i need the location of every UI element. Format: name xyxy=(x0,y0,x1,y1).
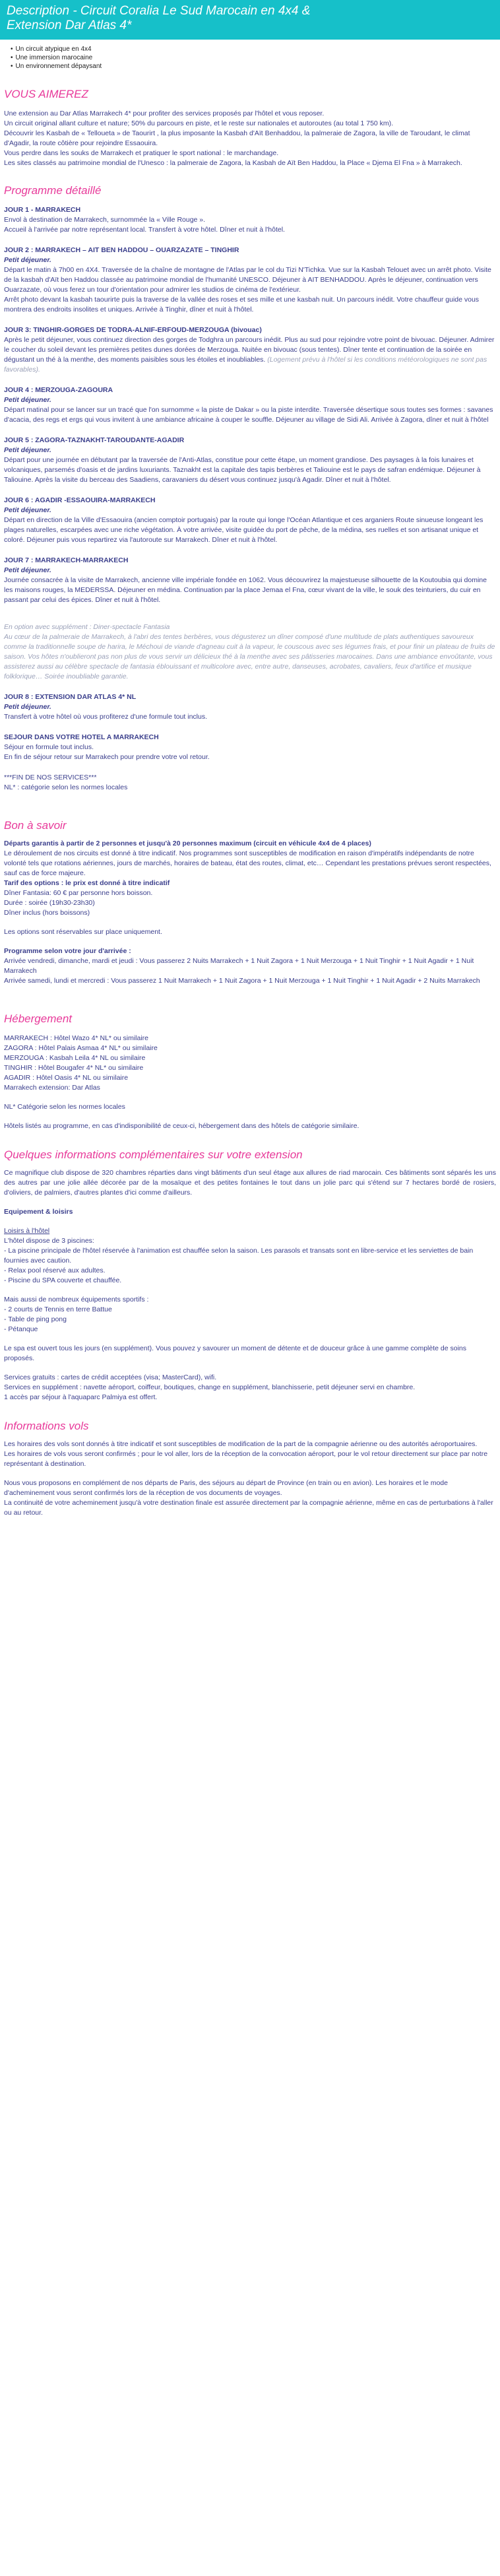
section-heading-programme: Programme détaillé xyxy=(4,184,102,197)
list-item: • Un environnement dépaysant xyxy=(11,62,496,71)
option-text: Au cœur de la palmeraie de Marrakech, à l'abri des tentes berbères, vous dégusterez un dîner composé d'une multitude de plats authentiques savoureux comme la traditionnelle soupe de harira, le Méchoui de viande d'agneau cuit à la vapeur, le couscous avec ses légumes frais, et pour finir un plateau de fruits de saison. Vos hôtes n'oublieront pas non plus de vous servir un délicieux thé à la menthe avec ses pâtisseries marocaines. Dans une ambiance envoûtante, vous assisterez aussi au célèbre spectacle de fantasia éblouissant et multicolore avec, entre autre, danseuses, acrobates, cavaliers, feux d'artifice et musique folklorique… Soirée inoubliable garantie. xyxy=(4,633,495,680)
paragraph: Ce magnifique club dispose de 320 chambres réparties dans vingt bâtiments d'un seul étage aux allures de riad marocain. Ces bâtiments sont séparés les uns des autres par une jolie allée décorée par de la mosaïque et des petites fontaines le tout dans un jolie parc qui s'étend sur 7 hectares bordé de rosiers, d'oliviers, de palmiers, d'autres plantes d'ici comme d'ailleurs. xyxy=(4,1169,496,1197)
loisirs-heading: Loisirs à l'hôtel xyxy=(4,1227,50,1235)
paragraph: En fin de séjour retour sur Marrakech pour prendre votre vol retour. xyxy=(4,753,210,761)
day-title: JOUR 2 : MARRAKECH – AIT BEN HADDOU – OUARZAZATE – TINGHIR xyxy=(4,246,239,254)
paragraph: Les horaires de vols vous seront confirmés ; pour le vol aller, lors de la réception de la convocation aéroport, pour le vol retour directement sur place par notre représentant à destination. xyxy=(4,1450,488,1468)
tarif-label: Tarif des options : le prix est donné à titre indicatif xyxy=(4,879,170,887)
paragraph: Départ en direction de la Ville d'Essaouira (ancien comptoir portugais) par la route qui longe l'Océan Atlantique et ces arganiers Route sinueuse longeant les plages naturelles, escarpées avec une riche végétation. À votre arrivée, visite guidée du port de pêche, de la médina, ses ruelles et son artisanat unique et coloré. Déjeuner puis vous repartirez via l'autoroute sur Marrakech. Dîner et nuit à l'hôtel. xyxy=(4,516,484,544)
paragraph: Transfert à votre hôtel où vous profiterez d'une formule tout inclus. xyxy=(4,713,208,721)
end-of-services: ***FIN DE NOS SERVICES*** xyxy=(4,774,97,781)
hotel-line: Marrakech extension: Dar Atlas xyxy=(4,1084,100,1092)
day-title: JOUR 8 : EXTENSION DAR ATLAS 4* NL xyxy=(4,693,137,701)
equip-heading: Equipement & loisirs xyxy=(4,1208,73,1216)
paragraph: Services en supplément : navette aéroport, coiffeur, boutiques, change en supplément, blanchisserie, petit déjeuner servi en chambre. xyxy=(4,1383,416,1391)
paragraph: 1 accès par séjour à l'aquaparc Palmiya est offert. xyxy=(4,1393,158,1401)
paragraph: Les horaires des vols sont donnés à titre indicatif et sont susceptibles de modification de la part de la compagnie aérienne ou des autorités aéroportuaires. xyxy=(4,1440,478,1448)
paragraph: - La piscine principale de l'hôtel réservée à l'animation est chauffée selon la saison. Les parasols et transats sont en libre-service et les serviettes de bain fournies avec caution. xyxy=(4,1247,474,1265)
paragraph: Un circuit original allant culture et nature; 50% du parcours en piste, et le reste sur nationales et autoroutes (au total 1 750 km). xyxy=(4,119,394,127)
paragraph: Arrêt photo devant la kasbah taourirte puis la traverse de la vallée des roses et ses mille et une kasbah nuit. Un parcours inédit. Votre chauffeur guide vous montrera des endroits insolites et uniques. Arrivée à Tinghir, dîner et nuit à l'hôtel. xyxy=(4,296,480,314)
paragraph: Envol à destination de Marrakech, surnommée la « Ville Rouge ». xyxy=(4,216,206,224)
day-subtitle: Petit déjeuner. xyxy=(4,506,51,514)
paragraph: - 2 courts de Tennis en terre Battue xyxy=(4,1305,112,1313)
day-subtitle: Petit déjeuner. xyxy=(4,256,51,264)
option-title: En option avec supplément : Diner-spectacle Fantasia xyxy=(4,623,170,631)
page-title: Description - Circuit Coralia Le Sud Marocain en 4x4 & Extension Dar Atlas 4* xyxy=(7,4,311,32)
hotel-line: TINGHIR : Hôtel Bougafer 4* NL* ou similaire xyxy=(4,1064,144,1072)
paragraph: Le déroulement de nos circuits est donné à titre indicatif. Nos programmes sont susceptibles de modification en raison d'impératifs indépendants de notre volonté tels que rotations aériennes, jours de marchés, horaires de bateau, état des routes, climat, etc… Cependant les prestations prévues seront respectées, sauf cas de force majeure. xyxy=(4,849,491,877)
paragraph: Vous perdre dans les souks de Marrakech et pratiquer le sport national : le marchandage. xyxy=(4,149,279,157)
paragraph: Dîner inclus (hors boissons) xyxy=(4,909,90,917)
paragraph: Arrivée vendredi, dimanche, mardi et jeudi : Vous passerez 2 Nuits Marrakech + 1 Nuit Zagora + 1 Nuit Merzouga + 1 Nuit Tinghir + 1 Nuit Agadir + 1 Nuit Marrakech xyxy=(4,957,474,975)
nl-note: NL* : catégorie selon les normes locales xyxy=(4,783,128,791)
paragraph: Départ le matin à 7h00 en 4X4. Traversée de la chaîne de montagne de l'Atlas par le col du Tizi N'Tichka. Vue sur la Kasbah Telouet avec un arrêt photo. Visite de la kasbah d'Aït ben Haddou classée au patrimoine mondial de l'humanité UNESCO. Déjeuner à AIT BENHADDOU. Après le déjeuner, continuation vers Ouarzazate, où vous ferez un tour d'orientation pour admirer les studios de cinéma de l'extérieur. xyxy=(4,266,491,294)
paragraph xyxy=(4,335,496,375)
prog-label: Programme selon votre jour d'arrivée : xyxy=(4,947,131,955)
day-title: JOUR 3: TINGHIR-GORGES DE TODRA-ALNIF-ERFOUD-MERZOUGA (bivouac) xyxy=(4,326,262,334)
day-text: Après le petit déjeuner, vous continuez direction des gorges de Todghra un parcours inédit. Plus au sud pour rejoindre votre point de bivouac. Déjeuner. Admirer le coucher du soleil devant les premières petites dunes dorées de Merzouga. Nuitée en bivouac (sous tentes). Dîner tente et continuation de la soirée en dégustant un thé à la menthe, des moments paisibles sous les étoiles et inoubliables. xyxy=(4,336,495,364)
paragraph: Découvrir les Kasbah de « Telloueta » de Taourirt , la plus imposante la Kasbah d'Aït Benhaddou, la palmeraie de Zagora, la ville de Taroudant, le climat d'Agadir, la route côtière pour rejoindre Essaouira. xyxy=(4,129,470,147)
paragraph: La continuité de votre acheminement jusqu'à votre destination finale est assurée directement par la compagnie aérienne, même en cas de perturbations à l'aller ou au retour. xyxy=(4,1499,493,1517)
day-subtitle: Petit déjeuner. xyxy=(4,703,51,711)
paragraph: Les sites classés au patrimoine mondial de l'Unesco : la palmeraie de Zagora, la Kasbah de Aït Ben Haddou, la Place « Djema El Fna » à Marrakech. xyxy=(4,159,462,167)
hotel-line: MARRAKECH : Hôtel Wazo 4* NL* ou similaire xyxy=(4,1034,149,1042)
day-subtitle: Petit déjeuner. xyxy=(4,446,51,454)
day-subtitle: Petit déjeuner. xyxy=(4,566,51,574)
day-subtitle: Petit déjeuner. xyxy=(4,396,51,404)
list-item: • Une immersion marocaine xyxy=(11,53,496,62)
paragraph: Hôtels listés au programme, en cas d'indisponibilité de ceux-ci, hébergement dans des hôtels de catégorie similaire. xyxy=(4,1122,359,1130)
paragraph: L'hôtel dispose de 3 piscines: xyxy=(4,1237,94,1245)
hotel-line: MERZOUGA : Kasbah Leila 4* NL ou similaire xyxy=(4,1054,146,1062)
day-title: JOUR 7 : MARRAKECH-MARRAKECH xyxy=(4,556,129,564)
paragraph: Mais aussi de nombreux équipements sportifs : xyxy=(4,1296,149,1304)
paragraph: Arrivée samedi, lundi et mercredi : Vous passerez 1 Nuit Marrakech + 1 Nuit Zagora + 1 Nuit Merzouga + 1 Nuit Tinghir + 1 Nuit Agadir + 2 Nuits Marrakech xyxy=(4,977,480,985)
paragraph: Séjour en formule tout inclus. xyxy=(4,743,94,751)
day-title: JOUR 6 : AGADIR -ESSAOUIRA-MARRAKECH xyxy=(4,496,156,504)
section-heading-informations: Quelques informations complémentaires sur votre extension xyxy=(4,1148,303,1161)
weather-note: (Logement prévu à l'hôtel si les conditions météorologiques ne sont pas favorables). xyxy=(4,356,487,374)
section-heading-bon-a-savoir: Bon à savoir xyxy=(4,819,67,832)
nl-note: NL* Catégorie selon les normes locales xyxy=(4,1103,125,1111)
section-heading-hebergement: Hébergement xyxy=(4,1012,73,1025)
paragraph: Les options sont réservables sur place uniquement. xyxy=(4,928,162,936)
day-title: JOUR 1 - MARRAKECH xyxy=(4,206,81,214)
paragraph: Accueil à l'arrivée par notre représentant local. Transfert à votre hôtel. Dîner et nuit à l'hôtel. xyxy=(4,226,285,234)
section-heading-vous-aimerez: VOUS AIMEREZ xyxy=(4,88,88,100)
paragraph: Départ matinal pour se lancer sur un tracé que l'on surnomme « la piste de Dakar » ou la piste interdite. Traversée désertique sous toutes ses formes : savanes d'acacia, des regs et ergs qui vous invitent à une ambiance africaine à couper le souffle. Déjeuner au village de Sidi Ali. Arrivée à Zagora, dîner et nuit à l'hôtel xyxy=(4,406,493,424)
hotel-line: ZAGORA : Hôtel Palais Asmaa 4* NL* ou similaire xyxy=(4,1044,158,1052)
highlights-list xyxy=(4,45,496,71)
paragraph: Départ pour une journée en débutant par la traversée de l'Anti-Atlas, constitue pour cette étape, un moment grandiose. Des paysages à la fois lunaires et volcaniques, parsemés d'oasis et de jardins luxuriants. Taznakht est la capitale des tapis berbères et Taliouine est le pays de safran endémique. Déjeuner à Taliouine. Après la visite du berceau des Saadiens, caravaniers du désert vous continuez jusqu'à Agadir. Dîner et nuit à l'hôtel. xyxy=(4,456,481,484)
paragraph: - Piscine du SPA couverte et chauffée. xyxy=(4,1276,122,1284)
bon-lead: Départs garantis à partir de 2 personnes et jusqu'à 20 personnes maximum (circuit en véhicule 4x4 de 4 places) xyxy=(4,840,371,847)
paragraph: Services gratuits : cartes de crédit acceptées (visa; MasterCard), wifi. xyxy=(4,1373,217,1381)
paragraph: - Table de ping pong xyxy=(4,1315,67,1323)
paragraph: Le spa est ouvert tous les jours (en supplément). Vous pouvez y savourer un moment de détente et de douceur grâce à une gamme complète de soins proposés. xyxy=(4,1344,466,1362)
page-header xyxy=(0,0,500,40)
hotel-line: AGADIR : Hôtel Oasis 4* NL ou similaire xyxy=(4,1074,129,1082)
paragraph: Durée : soirée (19h30-23h30) xyxy=(4,899,95,907)
sejour-title: SEJOUR DANS VOTRE HOTEL A MARRAKECH xyxy=(4,733,159,741)
paragraph: Journée consacrée à la visite de Marrakech, ancienne ville impériale fondée en 1062. Vous découvrirez la majestueuse silhouette de la Koutoubia qui domine les maisons rouges, la MEDERSSA. Déjeuner en médina. Continuation par la place Jemaa el Fna, cœur vivant de la ville, le souk des teinturiers, du cuir en passant par celui des épices. Dîner et nuit à l'hôtel. xyxy=(4,576,487,604)
section-heading-vols: Informations vols xyxy=(4,1420,89,1432)
paragraph: - Relax pool réservé aux adultes. xyxy=(4,1267,106,1274)
paragraph: Une extension au Dar Atlas Marrakech 4* pour profiter des services proposés par l'hôtel et vous reposer. xyxy=(4,110,325,117)
paragraph: Dîner Fantasia: 60 € par personne hors boisson. xyxy=(4,889,153,897)
paragraph: Nous vous proposons en complément de nos départs de Paris, des séjours au départ de Province (en train ou en avion). Les horaires et le mode d'acheminement vous seront confirmés lors de la réception de vos documents de voyages. xyxy=(4,1479,448,1497)
day-title: JOUR 5 : ZAGORA-TAZNAKHT-TAROUDANTE-AGADIR xyxy=(4,436,185,444)
list-item: • Un circuit atypique en 4x4 xyxy=(11,45,496,53)
paragraph: - Pétanque xyxy=(4,1325,38,1333)
day-title: JOUR 4 : MERZOUGA-ZAGOURA xyxy=(4,386,113,394)
